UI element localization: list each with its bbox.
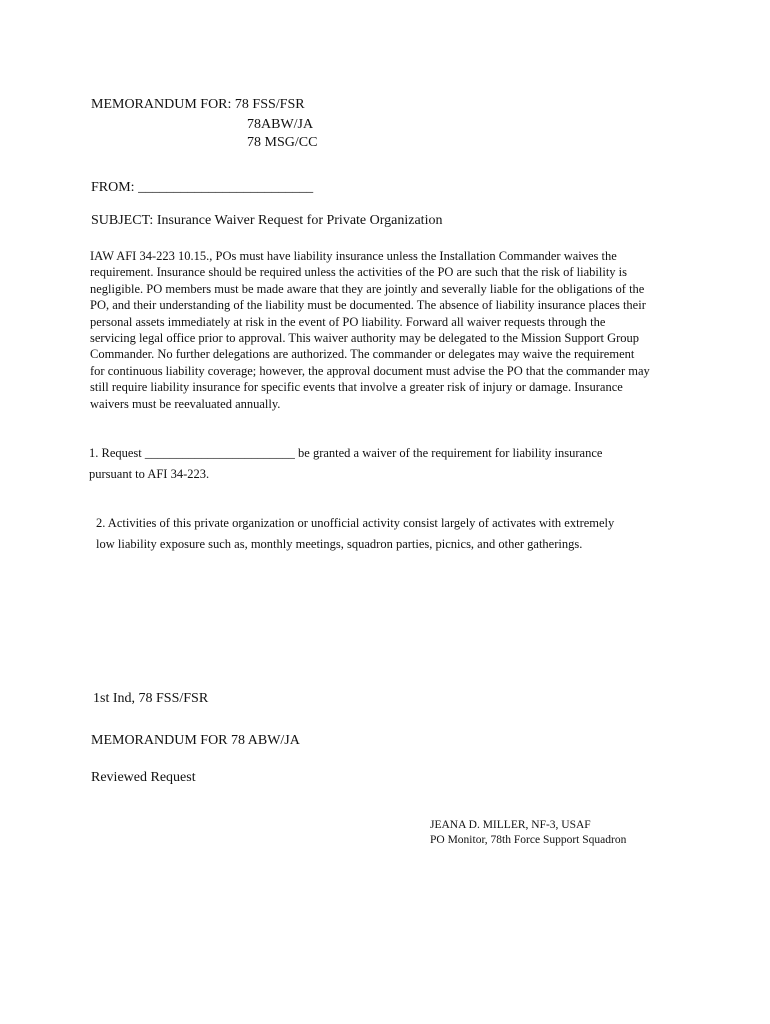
paragraph-line: Commander. No further delegations are authorized. The commander or delegates may waive the requirement [90,347,635,362]
subject-line: SUBJECT: Insurance Waiver Request for Private Organization [91,213,443,228]
indorsement-line: 1st Ind, 78 FSS/FSR [93,691,209,706]
reviewed-request: Reviewed Request [91,770,196,785]
signature-name: JEANA D. MILLER, NF-3, USAF [430,819,591,831]
paragraph-line: servicing legal office prior to approval. This waiver authority may be delegated to the Mission Support Group [90,331,640,346]
item-2-line-1: 2. Activities of this private organization or unofficial activity consist largely of activates with extremely [96,516,615,530]
memo-for-label: MEMORANDUM FOR: [91,97,232,112]
paragraph-line: PO, and their understanding of the liability must be documented. The absence of liability insurance places their [90,298,646,313]
memo-for-line [91,97,305,113]
indorsement-memo-for: MEMORANDUM FOR 78 ABW/JA [91,733,300,748]
paragraph-line: waivers must be reevaluated annually. [90,396,281,411]
paragraph-line: still require liability insurance for specific events that involve a greater risk of injury or damage. Insurance [90,380,623,395]
paragraph-line: personal assets immediately at risk in the event of PO liability. Forward all waiver requests through the [90,314,606,329]
paragraph-line: IAW AFI 34-223 10.15., POs must have liability insurance unless the Installation Commander waives the [90,249,617,263]
item-1-line-1: 1. Request ________________________ be granted a waiver of the requirement for liability insurance [89,446,603,460]
paragraph-line: for continuous liability coverage; however, the approval document must advise the PO that the commander may [90,363,650,378]
memo-recipient-3: 78 MSG/CC [247,135,318,150]
policy-paragraph [90,248,718,412]
item-1-line-2: pursuant to AFI 34-223. [89,467,210,481]
paragraph-line: negligible. PO members must be made aware that they are jointly and severally liable for the obligations of the [90,281,645,296]
memo-recipient-1: 78 FSS/FSR [234,97,305,112]
item-2-line-2: low liability exposure such as, monthly meetings, squadron parties, picnics, and other gatherings. [96,537,583,551]
signature-title: PO Monitor, 78th Force Support Squadron [430,834,627,846]
memo-recipient-2: 78ABW/JA [247,117,314,132]
from-line: FROM: _________________________ [91,180,314,195]
paragraph-line: requirement. Insurance should be required unless the activities of the PO are such that the risk of liability is [90,265,628,280]
